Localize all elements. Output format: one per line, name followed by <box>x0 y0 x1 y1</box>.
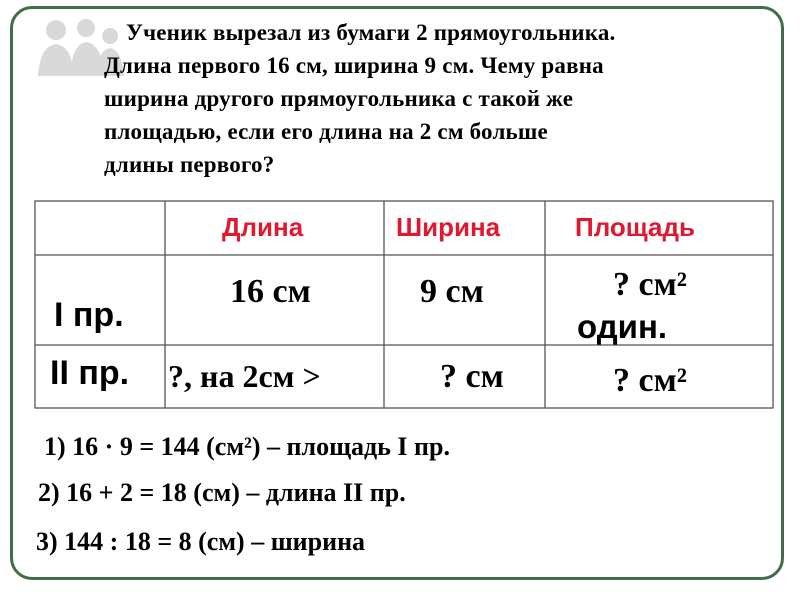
row1-label: I пр. <box>54 296 124 334</box>
task-line-4: площадью, если его длина на 2 см больше <box>104 119 548 144</box>
solution-step-3: 3) 144 : 18 = 8 (см) – ширина <box>36 527 366 556</box>
header-width: Ширина <box>396 212 501 242</box>
row2-area: ? см² <box>613 362 687 399</box>
row2-label: II пр. <box>50 354 130 392</box>
task-line-1: Ученик вырезал из бумаги 2 прямоугольника. <box>126 20 616 45</box>
row2-width: ? см <box>440 358 504 395</box>
row1-area-unit: один. <box>577 308 668 345</box>
row1-area: ? см² <box>613 266 687 303</box>
solution-step-2: 2) 16 + 2 = 18 (см) – длина II пр. <box>38 478 406 507</box>
task-line-3: ширина другого прямоугольника с такой же <box>104 86 574 111</box>
row1-width: 9 см <box>420 273 484 310</box>
row1-length: 16 см <box>230 273 311 310</box>
task-line-2: Длина первого 16 см, ширина 9 см. Чему равна <box>104 53 604 78</box>
header-length: Длина <box>222 212 304 242</box>
solution-step-1: 1) 16 · 9 = 144 (см²) – площадь I пр. <box>44 432 450 461</box>
header-area: Площадь <box>575 212 695 242</box>
task-line-5: длины первого? <box>104 152 275 177</box>
row2-length: ?, на 2см > <box>168 358 321 394</box>
